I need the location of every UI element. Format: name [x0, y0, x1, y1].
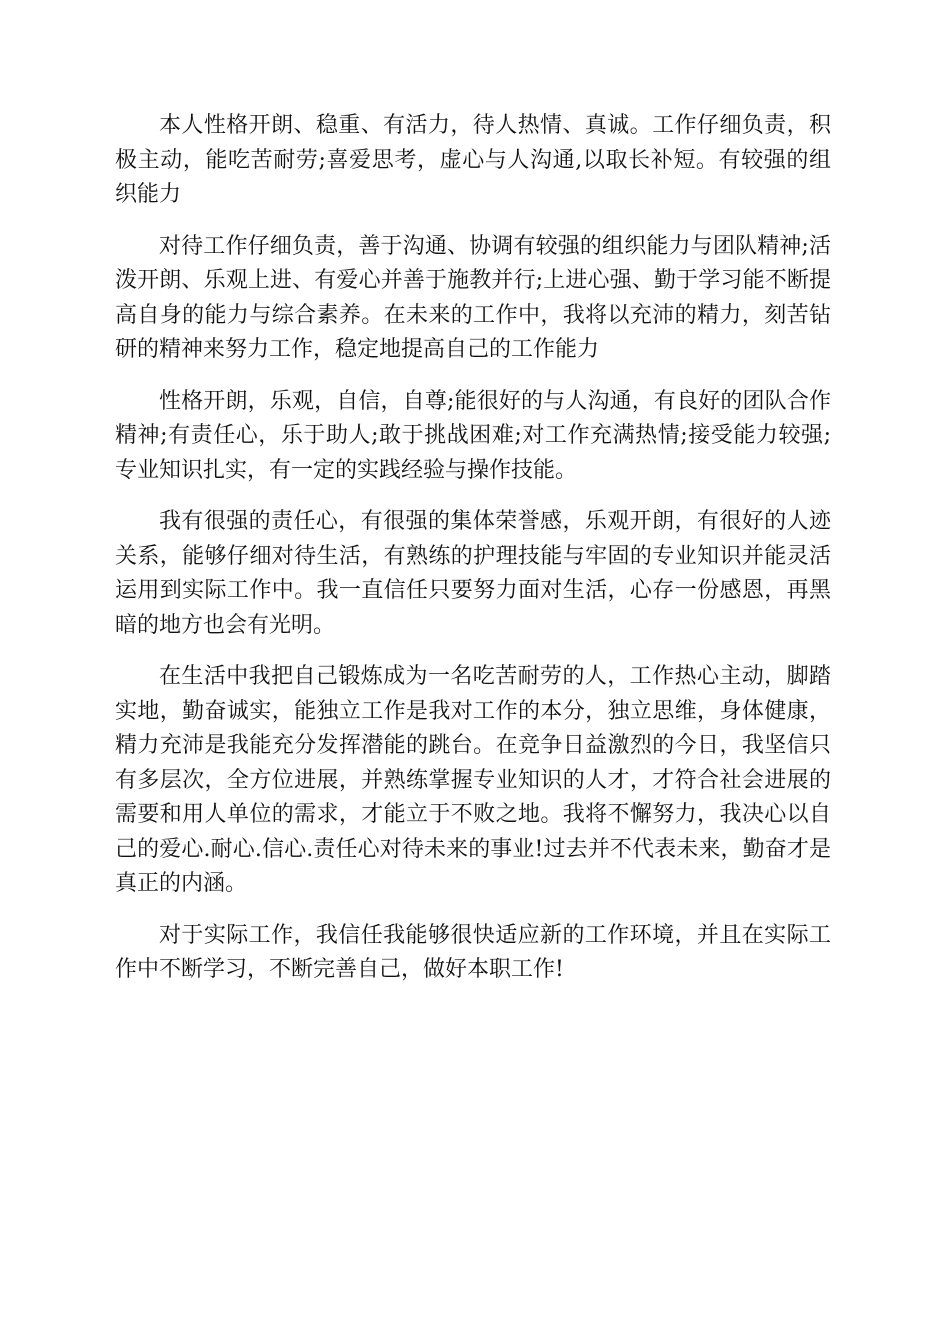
paragraph-work-adaptation: 对于实际工作，我信任我能够很快适应新的工作环境，并且在实际工作中不断学习，不断完善自己，做好本职工作! — [115, 922, 831, 982]
paragraph-life-experience: 在生活中我把自己锻炼成为一名吃苦耐劳的人，工作热心主动，脚踏实地，勤奋诚实，能独立工作是我对工作的本分，独立思维，身体健康，精力充沛是我能充分发挥潜能的跳台。在竞争日益激烈的今日，我坚信只有多层次，全方位进展，并熟练掌握专业知识的人才，才符合社会进展的需要和用人单位的需求，才能立于不败之地。我将不懈努力，我决心以自己的爱心.耐心.信心.责任心对待未来的事业!过去并不代表未来，勤奋才是真正的内涵。 — [115, 664, 831, 896]
document-body — [115, 109, 831, 1005]
paragraph-personality: 本人性格开朗、稳重、有活力，待人热情、真诚。工作仔细负责，积极主动，能吃苦耐劳;喜爱思考，虚心与人沟通,以取长补短。有较强的组织能力 — [115, 113, 831, 207]
paragraph-responsibility: 我有很强的责任心，有很强的集体荣誉感，乐观开朗，有很好的人迹关系，能够仔细对待生活，有熟练的护理技能与牢固的专业知识并能灵活运用到实际工作中。我一直信任只要努力面对生活，心存一份感恩，再黑暗的地方也会有光明。 — [115, 509, 831, 638]
paragraph-work-attitude: 对待工作仔细负责，善于沟通、协调有较强的组织能力与团队精神;活泼开朗、乐观上进、有爱心并善于施教并行;上进心强、勤于学习能不断提高自身的能力与综合素养。在未来的工作中，我将以充沛的精力，刻苦钻研的精神来努力工作，稳定地提高自己的工作能力 — [115, 233, 831, 362]
paragraph-character-traits: 性格开朗，乐观，自信，自尊;能很好的与人沟通，有良好的团队合作精神;有责任心，乐于助人;敢于挑战困难;对工作充满热情;接受能力较强;专业知识扎实，有一定的实践经验与操作技能。 — [115, 388, 831, 483]
